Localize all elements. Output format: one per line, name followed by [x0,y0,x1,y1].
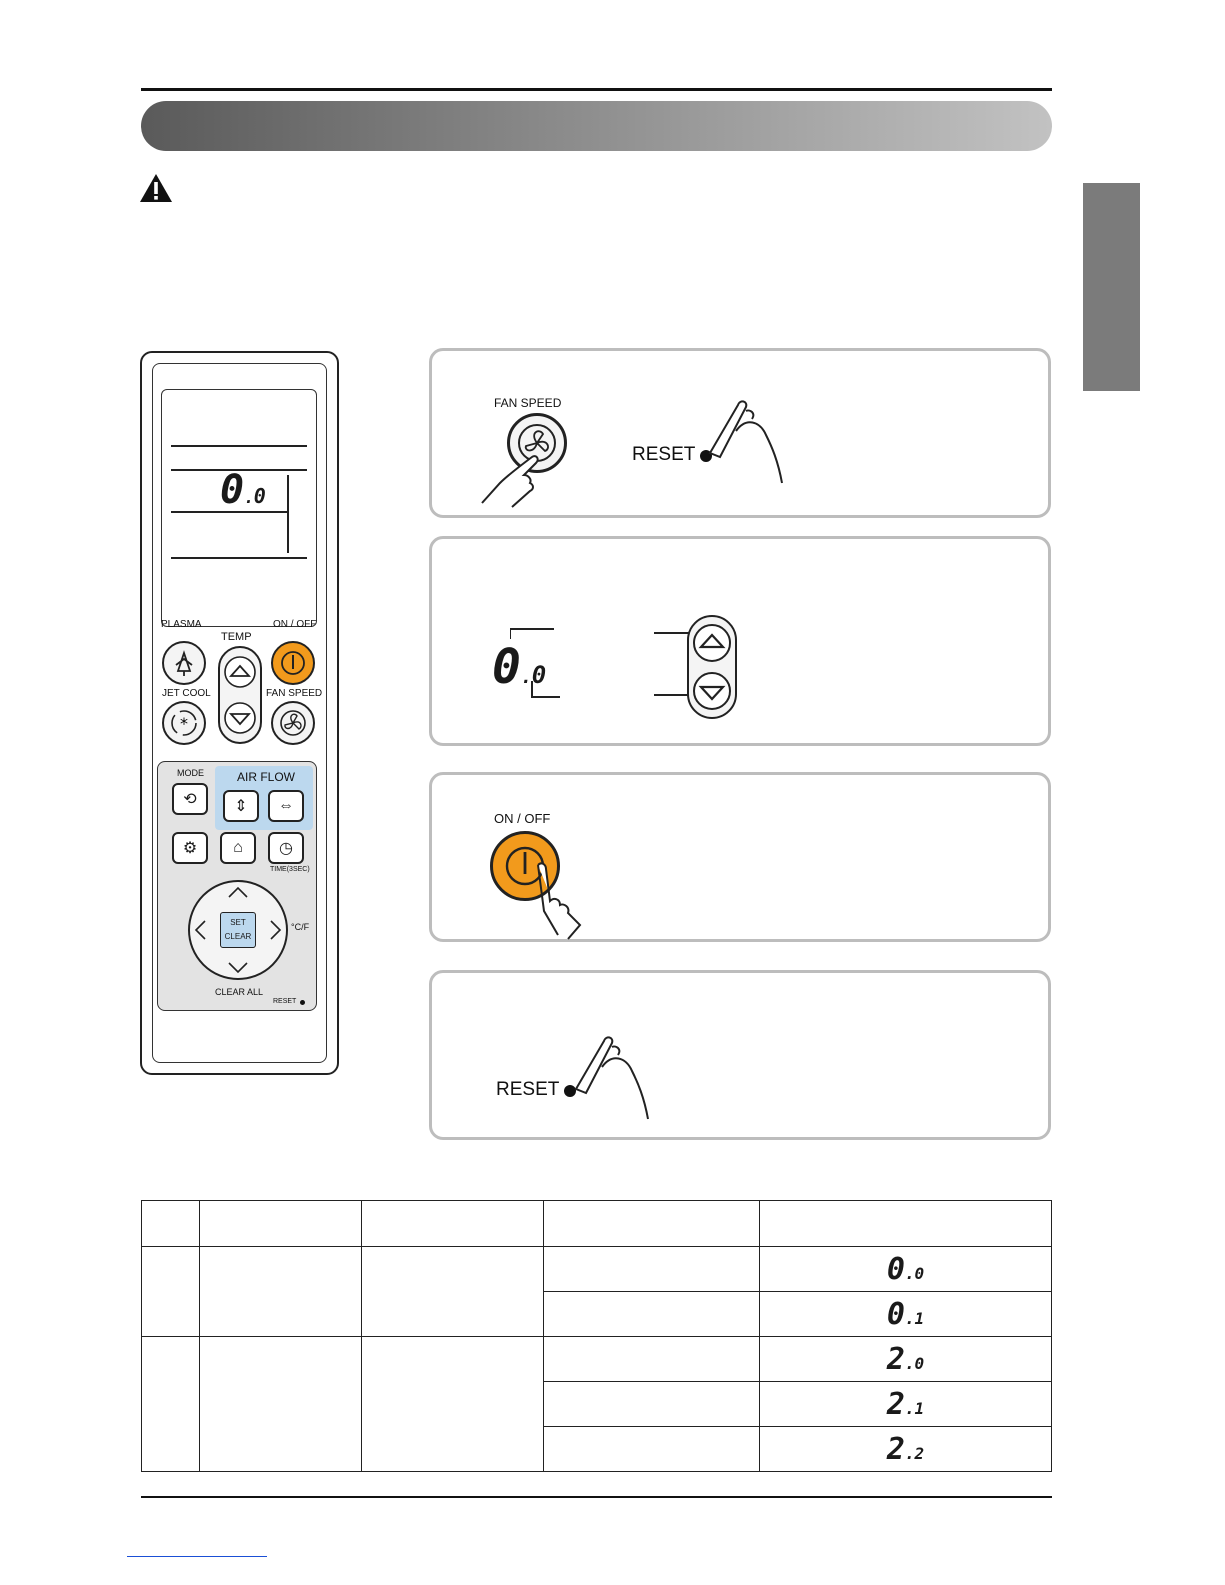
step-panel-4 [429,970,1051,1140]
table-cell [544,1337,760,1382]
side-chapter-tab [1083,183,1140,391]
lcd-line [171,557,307,559]
dpad-left-button[interactable] [192,918,208,942]
table-cell [362,1337,544,1472]
step-panel-2 [429,536,1051,746]
set-clear-button[interactable] [220,912,256,948]
step4-reset-label: RESET [496,1079,560,1100]
timer-button[interactable] [268,832,304,864]
step2-display-value: 0.0 [492,639,547,695]
vertical-arrows-icon: ⇕ [234,798,248,815]
temp-rocker [218,646,262,744]
triangle-down-icon[interactable] [691,669,733,713]
temp-down-button[interactable] [222,700,258,736]
step-panel-1 [429,348,1051,518]
table-row [142,1247,1052,1292]
hand-press-icon [472,441,552,511]
triangle-up-icon[interactable] [691,621,733,665]
dpad [188,880,288,980]
table-header-cell [200,1201,362,1247]
footer-link-underline[interactable] [127,1556,267,1557]
table-header-row [142,1201,1052,1247]
dpad-down-button[interactable] [226,960,250,976]
mode-label: MODE [177,768,204,778]
warning-icon [139,173,173,203]
jet-cool-button[interactable] [162,701,206,745]
jet-cool-label: JET COOL [162,688,211,699]
table-display-value: 0.1 [760,1292,1052,1337]
hand-press-icon [528,861,588,941]
remote-lcd [161,389,317,627]
pen-hand-icon [568,1023,668,1133]
horizontal-arrows-icon: ⇔ [278,797,294,814]
vertical-airflow-button[interactable] [223,790,259,822]
dpad-up-button[interactable] [226,884,250,900]
top-rule [141,88,1052,91]
table-cell [142,1337,200,1472]
plasma-label: PLASMA [161,619,202,630]
mode-button[interactable] [172,783,208,815]
step2-leader-lines [510,625,570,705]
svg-text:*: * [180,714,188,733]
table-cell [200,1247,362,1337]
table-display-value: 2.2 [760,1427,1052,1472]
lcd-line [171,445,307,447]
temp-up-button[interactable] [222,654,258,690]
table-cell [544,1382,760,1427]
step1-fan-speed-label: FAN SPEED [494,396,562,410]
lcd-line [287,475,289,553]
table-cell [544,1247,760,1292]
dpad-right-button[interactable] [268,918,284,942]
settings-table [141,1200,1052,1472]
step3-on-off-label: ON / OFF [494,811,551,826]
clear-all-label: CLEAR ALL [215,987,264,997]
horizontal-airflow-button[interactable] [268,790,304,822]
section-title-bar [141,101,1052,151]
house-icon: ⌂ [233,839,243,856]
plasma-icon [164,643,204,683]
on-off-label: ON / OFF [273,619,317,630]
room-temp-button[interactable] [220,832,256,864]
table-cell [200,1337,362,1472]
fan-speed-button[interactable] [271,701,315,745]
airflow-label: AIR FLOW [237,770,296,784]
table-cell [362,1247,544,1337]
table-display-value: 2.1 [760,1382,1052,1427]
table-header-cell [544,1201,760,1247]
temp-label: TEMP [221,631,252,643]
remote-lower-panel [157,761,317,1011]
celsius-fahrenheit-label: °C/F [291,922,310,932]
step2-temp-rocker [687,615,737,719]
lcd-value: 0.0 [220,467,266,513]
power-icon [273,643,313,683]
bottom-rule [141,1496,1052,1498]
mode-icon: ⟲ [183,791,197,808]
table-header-cell [142,1201,200,1247]
table-cell [544,1427,760,1472]
step1-reset-label: RESET [632,444,696,465]
time-label: TIME(3SEC) [270,866,310,873]
fan-icon [273,703,313,743]
table-row [142,1337,1052,1382]
table-cell [142,1247,200,1337]
step-panel-3 [429,772,1051,942]
table-cell [544,1292,760,1337]
function-button[interactable] [172,832,208,864]
table-header-cell [362,1201,544,1247]
set-label: SET [230,918,246,927]
on-off-button[interactable] [271,641,315,685]
table-header-cell [760,1201,1052,1247]
reset-hole[interactable] [300,1000,305,1005]
pen-hand-icon [702,387,802,497]
plasma-button[interactable] [162,641,206,685]
clock-icon: ◷ [279,840,293,857]
gear-icon: ⚙ [182,840,198,857]
reset-label: RESET [273,998,297,1005]
jet-cool-icon [164,703,204,743]
table-display-value: 0.0 [760,1247,1052,1292]
table-display-value: 2.0 [760,1337,1052,1382]
fan-speed-label: FAN SPEED [266,688,323,699]
clear-label: CLEAR [224,932,252,941]
remote-control [140,351,339,1075]
